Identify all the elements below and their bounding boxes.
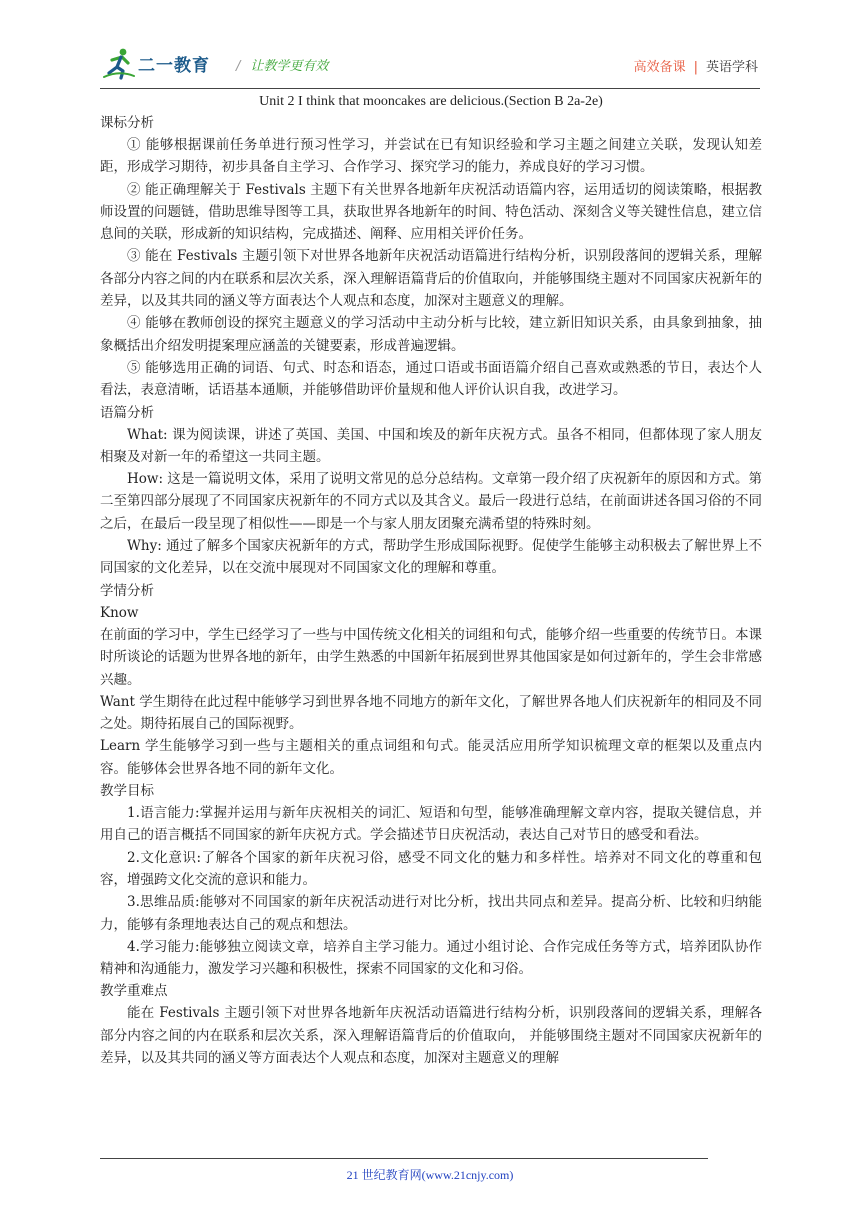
section-heading: 语篇分析 xyxy=(100,404,154,421)
logo-text: 二一教育 xyxy=(138,55,210,76)
section-paragraph: Want 学生期待在此过程中能够学习到世界各地不同地方的新年文化，了解世界各地人们庆祝新年的相同及不同之处。期待拓展自己的国际视野。 xyxy=(100,693,762,733)
tagline-left: 高效备课 xyxy=(633,60,686,75)
section-paragraph: What: 课为阅读课，讲述了英国、美国、中国和埃及的新年庆祝方式。虽各不相同，但都体现了家人朋友相聚及对新一年的希望这一共同主题。 xyxy=(100,426,762,465)
section-paragraph: ④ 能够在教师创设的探究主题意义的学习活动中主动分析与比较，建立新旧知识关系，由具象到抽象，抽象概括出介绍发明提案理应涵盖的关键要素，形成普遍逻辑。 xyxy=(100,315,762,354)
document-sections xyxy=(100,112,762,1069)
runner-logo-icon xyxy=(102,46,136,80)
section-paragraph: Learn 学生能够学习到一些与主题相关的重点词组和句式。能灵活应用所学知识梳理文章的框架以及重点内容。能够体会世界各地不同的新年文化。 xyxy=(100,738,762,777)
header-tagline xyxy=(634,56,758,75)
section-paragraph: Why: 通过了解多个国家庆祝新年的方式，帮助学生形成国际视野。促使学生能够主动积极去了解世界上不同国家的文化差异，以在交流中展现对不同国家文化的理解和尊重。 xyxy=(100,538,762,577)
section-paragraph: 4.学习能力:能够独立阅读文章，培养自主学习能力。通过小组讨论、合作完成任务等方式，培养团队协作精神和沟通能力，激发学习兴趣和积极性，探索不同国家的文化和习俗。 xyxy=(100,938,762,978)
document-title: Unit 2 I think that mooncakes are delicious.(Section B 2a-2e) xyxy=(259,94,603,109)
section-paragraph: 能在 Festivals 主题引领下对世界各地新年庆祝活动语篇进行结构分析，识别段落间的逻辑关系，理解各部分内容之间的内在联系和层次关系，深入理解语篇背后的价值取向， 并能够围绕主题对不同国家庆祝新年的差异，以及其共同的涵义等方面表达个人观点和态度，加深对主题意义的理解 xyxy=(100,1005,762,1066)
document-body xyxy=(100,93,762,1069)
tagline-separator: | xyxy=(693,60,698,75)
section-paragraph: Know xyxy=(100,604,139,621)
footer-divider xyxy=(100,1158,708,1159)
section-paragraph: ③ 能在 Festivals 主题引领下对世界各地新年庆祝活动语篇进行结构分析，识别段落间的逻辑关系，理解各部分内容之间的内在联系和层次关系，深入理解语篇背后的价值取向，并能够围绕主题对不同国家庆祝新年的差异，以及其共同的涵义等方面表达个人观点和态度，加深对主题意义的理解。 xyxy=(100,248,762,310)
section-paragraph: 1.语言能力:掌握并运用与新年庆祝相关的词汇、短语和句型，能够准确理解文章内容，提取关键信息，并用自己的语言概括不同国家的新年庆祝方式。学会描述节日庆祝活动，表达自己对节日的感受和看法。 xyxy=(100,805,762,844)
logo xyxy=(102,46,210,80)
slogan-text: 让教学更有效 xyxy=(250,59,329,74)
page-footer: 21 世纪教育网(www.21cnjy.com) xyxy=(346,1168,514,1182)
header-divider xyxy=(100,88,760,89)
section-paragraph: How: 这是一篇说明文体，采用了说明文常见的总分总结构。文章第一段介绍了庆祝新年的原因和方式。第二至第四部分展现了不同国家庆祝新年的不同方式以及其含义。最后一段进行总结，在前面讲述各国习俗的不同之后，在最后一段呈现了相似性——即是一个与家人朋友团聚充满希望的特殊时刻。 xyxy=(100,471,762,532)
section-heading: 教学目标 xyxy=(100,783,154,800)
page-header xyxy=(100,44,760,90)
section-paragraph: ① 能够根据课前任务单进行预习性学习，并尝试在已有知识经验和学习主题之间建立关联，发现认知差距，形成学习期待，初步具备自主学习、合作学习、探究学习的能力，养成良好的学习习惯。 xyxy=(100,137,762,176)
section-paragraph: 2.文化意识:了解各个国家的新年庆祝习俗，感受不同文化的魅力和多样性。培养对不同文化的尊重和包容，增强跨文化交流的意识和能力。 xyxy=(100,849,762,888)
section-paragraph: 3.思维品质:能够对不同国家的新年庆祝活动进行对比分析，找出共同点和差异。提高分析、比较和归纳能力，能够有条理地表达自己的观点和想法。 xyxy=(100,894,762,933)
section-paragraph: ② 能正确理解关于 Festivals 主题下有关世界各地新年庆祝活动语篇内容，运用适切的阅读策略，根据教师设置的问题链，借助思维导图等工具，获取世界各地新年的时间、特色活动、深刻含义等关键性信息，建立信息间的关联，形成新的知识结构，完成描述、阐释、应用相关评价任务。 xyxy=(100,181,762,243)
section-paragraph: 在前面的学习中，学生已经学习了一些与中国传统文化相关的词组和句式，能够介绍一些重要的传统节日。本课时所谈论的话题为世界各地的新年，由学生熟悉的中国新年拓展到世界其他国家是如何过新年的，学生会非常感兴趣。 xyxy=(100,626,762,688)
slogan xyxy=(236,55,328,74)
section-heading: 学情分析 xyxy=(100,582,154,599)
section-paragraph: ⑤ 能够选用正确的词语、句式、时态和语态，通过口语或书面语篇介绍自己喜欢或熟悉的节日，表达个人看法，表意清晰，话语基本通顺，并能够借助评价量规和他人评价认识自我，改进学习。 xyxy=(100,359,762,399)
section-heading: 课标分析 xyxy=(100,115,154,131)
tagline-right: 英语学科 xyxy=(705,60,758,75)
section-heading: 教学重难点 xyxy=(100,983,168,1000)
slash-divider-icon: / xyxy=(236,59,241,74)
